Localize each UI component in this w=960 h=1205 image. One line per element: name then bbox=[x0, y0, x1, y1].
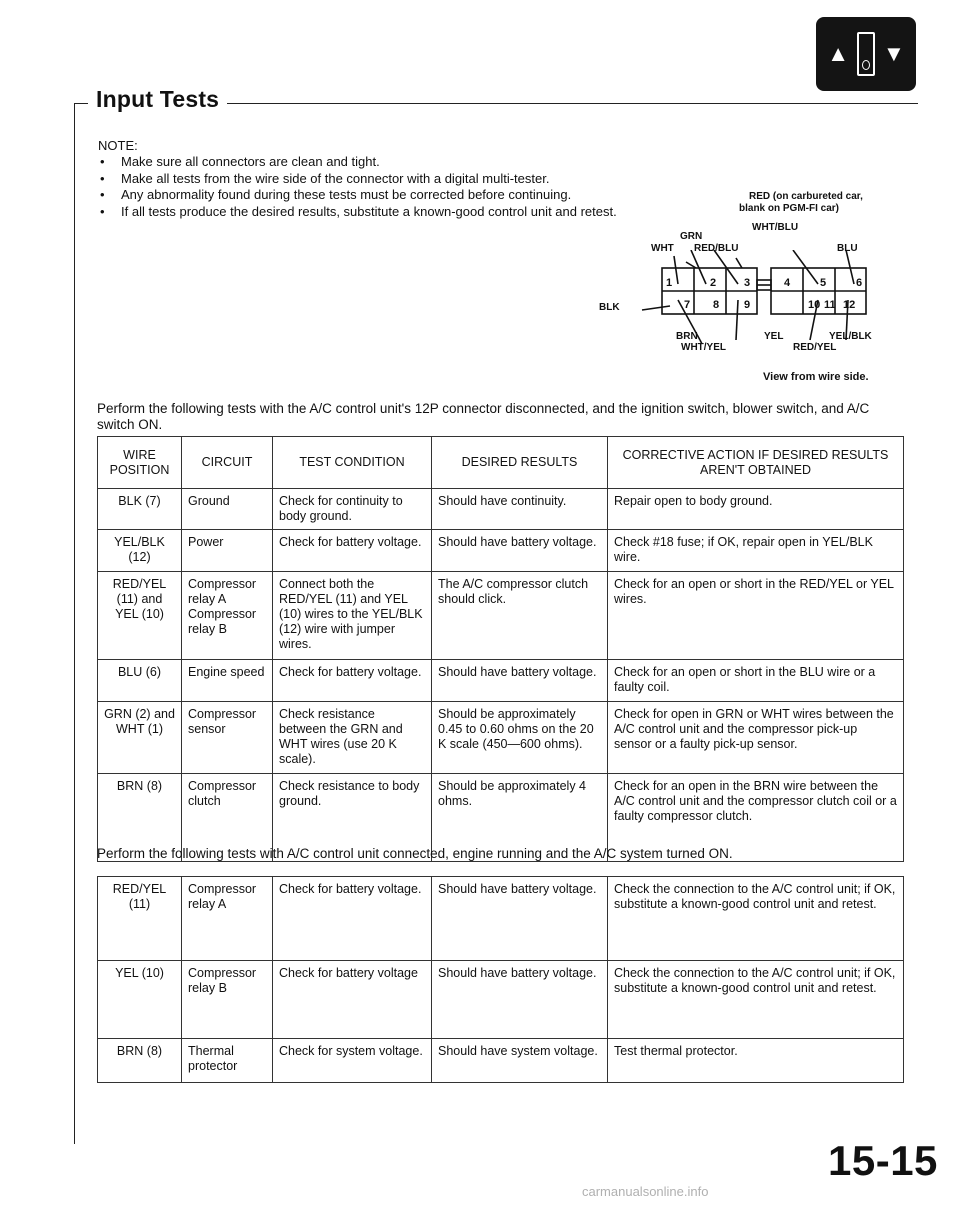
table-row bbox=[98, 489, 904, 530]
test-condition-cell: Check for system voltage. bbox=[273, 1039, 432, 1083]
diagram-note: RED (on carbureted car, bbox=[749, 191, 863, 202]
pin-number: 1 bbox=[666, 277, 673, 289]
test-condition-cell: Check for battery voltage. bbox=[273, 530, 432, 572]
test-intro-disconnected: Perform the following tests with the A/C control unit's 12P connector disconnected, and the ignition switch, blower switch, and A/C switch ON. bbox=[97, 401, 870, 432]
pin-number: 6 bbox=[856, 277, 863, 289]
pin-number: 4 bbox=[784, 277, 791, 289]
wire-position-cell: BLK (7) bbox=[98, 489, 182, 530]
corrective-action-cell: Check the connection to the A/C control unit; if OK, substitute a known-good control unit and retest. bbox=[608, 877, 904, 961]
desired-result-cell: Should have battery voltage. bbox=[432, 961, 608, 1039]
test-condition-cell: Check for continuity to body ground. bbox=[273, 489, 432, 530]
wire-label: RED/BLU bbox=[694, 243, 739, 254]
desired-result-cell: Should be approximately 0.45 to 0.60 ohms on the 20 K scale (450—600 ohms). bbox=[432, 702, 608, 774]
fuel-pump-system-icon bbox=[816, 17, 916, 91]
corrective-action-cell: Check the connection to the A/C control unit; if OK, substitute a known-good control unit and retest. bbox=[608, 961, 904, 1039]
wire-label: RED/YEL bbox=[793, 342, 837, 353]
frame-rule bbox=[240, 103, 918, 104]
frame-rule bbox=[74, 103, 82, 104]
table-row bbox=[98, 702, 904, 774]
circuit-cell: Power bbox=[182, 530, 273, 572]
test-condition-cell: Check for battery voltage bbox=[273, 961, 432, 1039]
note-list bbox=[98, 154, 617, 220]
running-test-table bbox=[97, 876, 904, 1083]
wire-label: BLK bbox=[599, 302, 620, 313]
arrow-up-icon: ▲ bbox=[827, 41, 849, 66]
wire-position-cell: YEL/BLK (12) bbox=[98, 530, 182, 572]
wire-label: WHT/BLU bbox=[752, 222, 799, 233]
pin-number: 7 bbox=[684, 299, 691, 311]
circuit-cell: Engine speed bbox=[182, 660, 273, 702]
wire-position-cell: BRN (8) bbox=[98, 1039, 182, 1083]
pin-number: 8 bbox=[713, 299, 720, 311]
desired-result-cell: Should have system voltage. bbox=[432, 1039, 608, 1083]
wire-position-cell: BRN (8) bbox=[98, 774, 182, 862]
wire-position-cell: RED/YEL (11) bbox=[98, 877, 182, 961]
wire-label: YEL/BLK bbox=[829, 331, 872, 342]
pin-number: 12 bbox=[843, 299, 856, 311]
header-circuit: CIRCUIT bbox=[182, 437, 273, 489]
table-row bbox=[98, 572, 904, 660]
wire-label: WHT bbox=[651, 243, 674, 254]
table-row bbox=[98, 530, 904, 572]
pin-number: 5 bbox=[820, 277, 827, 289]
corrective-action-cell: Check #18 fuse; if OK, repair open in YEL/BLK wire. bbox=[608, 530, 904, 572]
pin-number: 11 bbox=[824, 299, 836, 311]
list-item: • Make sure all connectors are clean and tight. bbox=[98, 154, 617, 171]
arrow-down-icon: ▼ bbox=[883, 41, 905, 66]
test-condition-cell: Check for battery voltage. bbox=[273, 660, 432, 702]
header-desired-results: DESIRED RESULTS bbox=[432, 437, 608, 489]
circuit-cell: Compressor relay B bbox=[182, 961, 273, 1039]
circuit-cell: Ground bbox=[182, 489, 273, 530]
pin-number: 9 bbox=[744, 299, 751, 311]
wire-label: YEL bbox=[764, 331, 784, 342]
table-row bbox=[98, 660, 904, 702]
test-condition-cell: Check resistance between the GRN and WHT wires (use 20 K scale). bbox=[273, 702, 432, 774]
wire-label: BLU bbox=[837, 243, 858, 254]
header-wire-position: WIRE POSITION bbox=[98, 437, 182, 489]
list-item: • Any abnormality found during these tests must be corrected before continuing. bbox=[98, 187, 617, 204]
diagram-caption: View from wire side. bbox=[763, 371, 869, 383]
test-intro-connected: Perform the following tests with A/C control unit connected, engine running and the A/C system turned ON. bbox=[97, 846, 733, 861]
wire-position-cell: BLU (6) bbox=[98, 660, 182, 702]
pin-number: 2 bbox=[710, 277, 717, 289]
pin-number: 10 bbox=[808, 299, 821, 311]
wire-position-cell: YEL (10) bbox=[98, 961, 182, 1039]
corrective-action-cell: Check for an open or short in the RED/YEL or YEL wires. bbox=[608, 572, 904, 660]
table-header-row bbox=[98, 437, 904, 489]
wire-position-cell: RED/YEL (11) and YEL (10) bbox=[98, 572, 182, 660]
corrective-action-cell: Check for open in GRN or WHT wires between the A/C control unit and the compressor pick-up sensor or a faulty pick-up sensor. bbox=[608, 702, 904, 774]
table-row bbox=[98, 1039, 904, 1083]
watermark: carmanualsonline.info bbox=[582, 1184, 709, 1199]
list-item: • Make all tests from the wire side of the connector with a digital multi-tester. bbox=[98, 171, 617, 188]
table-row bbox=[98, 877, 904, 961]
test-condition-cell: Check for battery voltage. bbox=[273, 877, 432, 961]
desired-result-cell: The A/C compressor clutch should click. bbox=[432, 572, 608, 660]
header-corrective-action: CORRECTIVE ACTION IF DESIRED RESULTS AREN'T OBTAINED bbox=[608, 437, 904, 489]
test-condition-cell: Connect both the RED/YEL (11) and YEL (10) wires to the YEL/BLK (12) wire with jumper wires. bbox=[273, 572, 432, 660]
page-number: 15-15 bbox=[828, 1137, 938, 1184]
wire-label: GRN bbox=[680, 231, 703, 242]
circuit-cell: Compressor clutch bbox=[182, 774, 273, 862]
desired-result-cell: Should have continuity. bbox=[432, 489, 608, 530]
diagram-note: blank on PGM-FI car) bbox=[739, 203, 840, 214]
pin-number: 3 bbox=[744, 277, 751, 289]
wire-position-cell: GRN (2) and WHT (1) bbox=[98, 702, 182, 774]
table-row bbox=[98, 961, 904, 1039]
note-heading: NOTE: bbox=[98, 138, 138, 153]
circuit-cell: Thermal protector bbox=[182, 1039, 273, 1083]
desired-result-cell: Should be approximately 4 ohms. bbox=[432, 774, 608, 862]
input-test-table bbox=[97, 436, 904, 862]
corrective-action-cell: Check for an open in the BRN wire between the A/C control unit and the compressor clutch coil or a faulty compressor clutch. bbox=[608, 774, 904, 862]
fuel-tank-icon bbox=[857, 32, 875, 76]
circuit-cell: Compressor relay A Compressor relay B bbox=[182, 572, 273, 660]
desired-result-cell: Should have battery voltage. bbox=[432, 660, 608, 702]
list-item: • If all tests produce the desired results, substitute a known-good control unit and retest. bbox=[98, 204, 617, 221]
test-condition-cell: Check resistance to body ground. bbox=[273, 774, 432, 862]
corrective-action-cell: Test thermal protector. bbox=[608, 1039, 904, 1083]
wire-label: WHT/YEL bbox=[681, 342, 726, 353]
corrective-action-cell: Repair open to body ground. bbox=[608, 489, 904, 530]
circuit-cell: Compressor relay A bbox=[182, 877, 273, 961]
desired-result-cell: Should have battery voltage. bbox=[432, 877, 608, 961]
page-title: Input Tests bbox=[88, 86, 227, 113]
desired-result-cell: Should have battery voltage. bbox=[432, 530, 608, 572]
circuit-cell: Compressor sensor bbox=[182, 702, 273, 774]
wire-label: BRN bbox=[676, 331, 698, 342]
corrective-action-cell: Check for an open or short in the BLU wire or a faulty coil. bbox=[608, 660, 904, 702]
header-test-condition: TEST CONDITION bbox=[273, 437, 432, 489]
